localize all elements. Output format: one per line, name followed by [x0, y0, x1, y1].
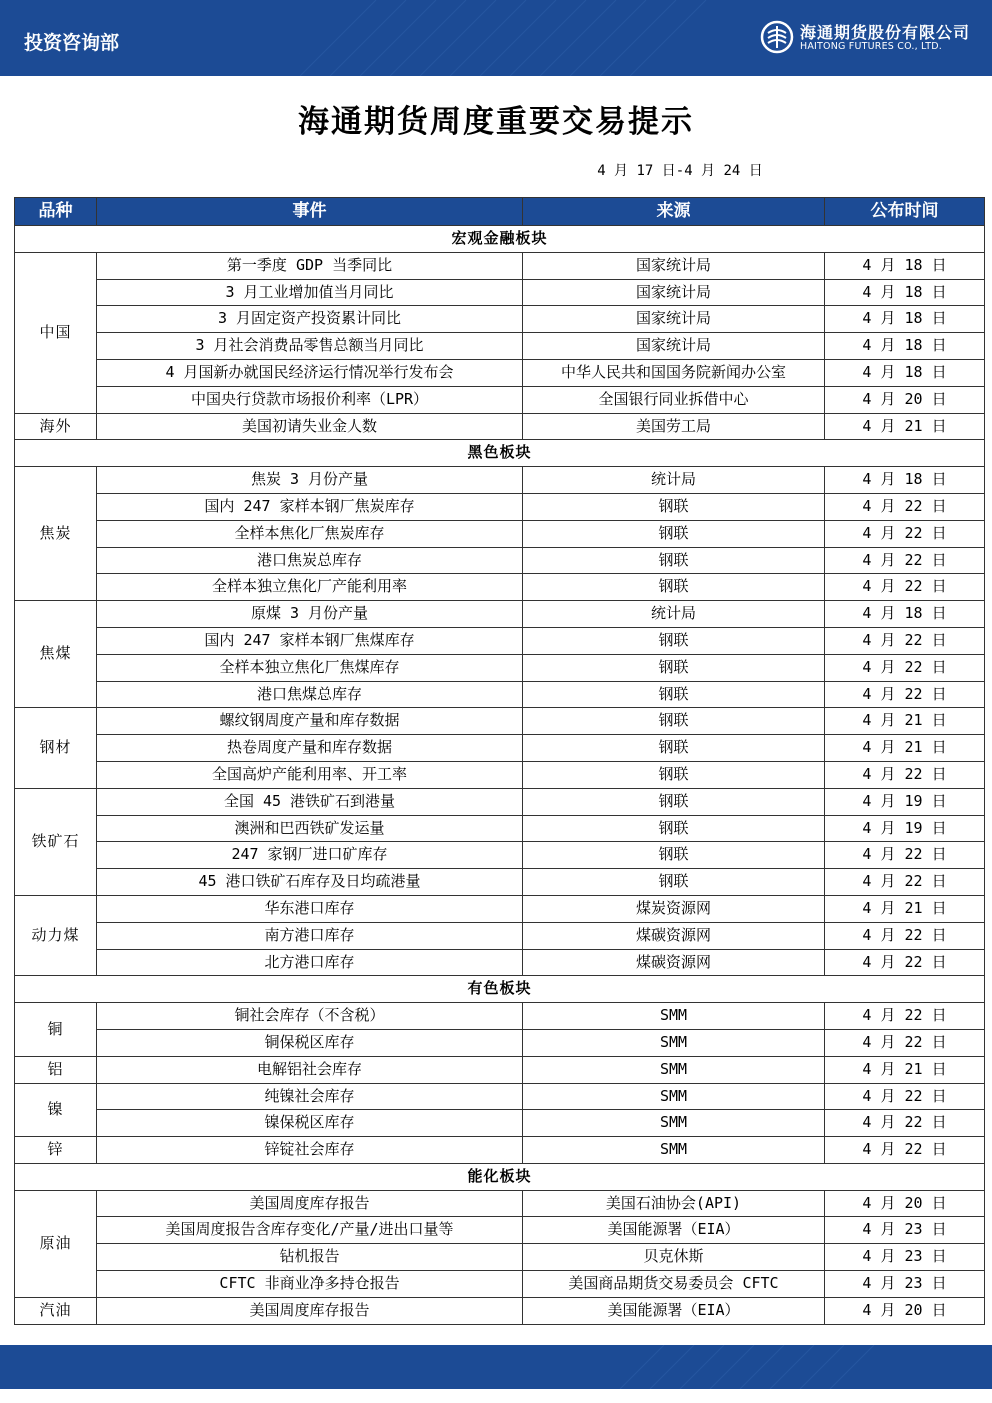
event-cell: 原煤 3 月份产量 — [97, 601, 523, 628]
event-cell: 港口焦煤总库存 — [97, 681, 523, 708]
section-row — [15, 440, 985, 467]
source-cell: 钢联 — [523, 574, 825, 601]
event-cell: 中国央行贷款市场报价利率（LPR） — [97, 386, 523, 413]
date-cell: 4 月 18 日 — [825, 359, 985, 386]
source-cell: 统计局 — [523, 601, 825, 628]
date-cell: 4 月 23 日 — [825, 1217, 985, 1244]
table-row — [15, 1003, 985, 1030]
date-cell: 4 月 21 日 — [825, 735, 985, 762]
event-cell: 铜保税区库存 — [97, 1029, 523, 1056]
event-cell: 锌锭社会库存 — [97, 1137, 523, 1164]
table-row — [15, 493, 985, 520]
source-cell: 钢联 — [523, 708, 825, 735]
section-title: 有色板块 — [15, 976, 985, 1003]
table-row — [15, 520, 985, 547]
source-cell: SMM — [523, 1003, 825, 1030]
company-logo — [760, 18, 971, 58]
date-cell: 4 月 22 日 — [825, 842, 985, 869]
date-cell: 4 月 18 日 — [825, 279, 985, 306]
company-name-cn: 海通期货股份有限公司 — [800, 23, 971, 42]
table-row — [15, 306, 985, 333]
table-row — [15, 413, 985, 440]
source-cell: 钢联 — [523, 788, 825, 815]
source-cell: 钢联 — [523, 869, 825, 896]
source-cell: 国家统计局 — [523, 333, 825, 360]
table-row — [15, 386, 985, 413]
date-cell: 4 月 21 日 — [825, 708, 985, 735]
table-body — [15, 226, 985, 1325]
source-cell: 美国劳工局 — [523, 413, 825, 440]
event-cell: 全样本焦化厂焦炭库存 — [97, 520, 523, 547]
event-cell: 北方港口库存 — [97, 949, 523, 976]
source-cell: 国家统计局 — [523, 279, 825, 306]
source-cell: 钢联 — [523, 815, 825, 842]
section-title: 黑色板块 — [15, 440, 985, 467]
date-cell: 4 月 21 日 — [825, 413, 985, 440]
table-row — [15, 842, 985, 869]
date-cell: 4 月 22 日 — [825, 1137, 985, 1164]
table-row — [15, 1244, 985, 1271]
table-row — [15, 547, 985, 574]
date-cell: 4 月 22 日 — [825, 493, 985, 520]
category-cell: 钢材 — [15, 708, 97, 788]
table-row — [15, 1190, 985, 1217]
source-cell: 全国银行同业拆借中心 — [523, 386, 825, 413]
source-cell: 钢联 — [523, 735, 825, 762]
date-cell: 4 月 22 日 — [825, 869, 985, 896]
source-cell: SMM — [523, 1137, 825, 1164]
event-cell: 247 家钢厂进口矿库存 — [97, 842, 523, 869]
event-cell: 美国周度报告含库存变化/产量/进出口量等 — [97, 1217, 523, 1244]
event-cell: 美国周度库存报告 — [97, 1297, 523, 1324]
events-table — [14, 197, 985, 1325]
date-cell: 4 月 18 日 — [825, 252, 985, 279]
source-cell: 钢联 — [523, 761, 825, 788]
event-cell: 钻机报告 — [97, 1244, 523, 1271]
event-cell: 纯镍社会库存 — [97, 1083, 523, 1110]
event-cell: 3 月固定资产投资累计同比 — [97, 306, 523, 333]
date-cell: 4 月 22 日 — [825, 574, 985, 601]
source-cell: 钢联 — [523, 681, 825, 708]
category-cell: 海外 — [15, 413, 97, 440]
event-cell: 焦炭 3 月份产量 — [97, 467, 523, 494]
category-cell: 汽油 — [15, 1297, 97, 1324]
source-cell: 贝克休斯 — [523, 1244, 825, 1271]
table-row — [15, 1056, 985, 1083]
event-cell: 螺纹钢周度产量和库存数据 — [97, 708, 523, 735]
date-range: 4 月 17 日-4 月 24 日 — [597, 163, 763, 179]
source-cell: 煤炭资源网 — [523, 895, 825, 922]
table-row — [15, 949, 985, 976]
event-cell: 美国初请失业金人数 — [97, 413, 523, 440]
source-cell: SMM — [523, 1110, 825, 1137]
source-cell: 中华人民共和国国务院新闻办公室 — [523, 359, 825, 386]
date-cell: 4 月 20 日 — [825, 1190, 985, 1217]
date-cell: 4 月 22 日 — [825, 547, 985, 574]
table-row — [15, 1137, 985, 1164]
date-cell: 4 月 22 日 — [825, 1110, 985, 1137]
event-cell: 4 月国新办就国民经济运行情况举行发布会 — [97, 359, 523, 386]
event-cell: CFTC 非商业净多持仓报告 — [97, 1271, 523, 1298]
event-cell: 华东港口库存 — [97, 895, 523, 922]
date-cell: 4 月 21 日 — [825, 1056, 985, 1083]
date-cell: 4 月 18 日 — [825, 467, 985, 494]
event-cell: 全国高炉产能利用率、开工率 — [97, 761, 523, 788]
event-cell: 美国周度库存报告 — [97, 1190, 523, 1217]
event-cell: 国内 247 家样本钢厂焦煤库存 — [97, 627, 523, 654]
source-cell: 钢联 — [523, 627, 825, 654]
table-row — [15, 761, 985, 788]
date-cell: 4 月 18 日 — [825, 306, 985, 333]
source-cell: 钢联 — [523, 842, 825, 869]
table-row — [15, 654, 985, 681]
date-cell: 4 月 18 日 — [825, 601, 985, 628]
table-row — [15, 895, 985, 922]
event-cell: 全样本独立焦化厂产能利用率 — [97, 574, 523, 601]
col-header-date: 公布时间 — [825, 198, 985, 226]
table-row — [15, 922, 985, 949]
event-cell: 3 月工业增加值当月同比 — [97, 279, 523, 306]
haitong-logo-icon — [760, 20, 794, 54]
date-cell: 4 月 22 日 — [825, 681, 985, 708]
event-cell: 澳洲和巴西铁矿发运量 — [97, 815, 523, 842]
table-row — [15, 1297, 985, 1324]
table-row — [15, 467, 985, 494]
date-cell: 4 月 22 日 — [825, 922, 985, 949]
category-cell: 动力煤 — [15, 895, 97, 975]
category-cell: 铁矿石 — [15, 788, 97, 895]
category-cell: 镍 — [15, 1083, 97, 1137]
source-cell: 煤碳资源网 — [523, 922, 825, 949]
source-cell: 钢联 — [523, 493, 825, 520]
event-cell: 南方港口库存 — [97, 922, 523, 949]
table-row — [15, 681, 985, 708]
table-row — [15, 1083, 985, 1110]
source-cell: 煤碳资源网 — [523, 949, 825, 976]
table-row — [15, 1271, 985, 1298]
event-cell: 第一季度 GDP 当季同比 — [97, 252, 523, 279]
table-row — [15, 708, 985, 735]
source-cell: 美国能源署（EIA） — [523, 1217, 825, 1244]
event-cell: 镍保税区库存 — [97, 1110, 523, 1137]
table-row — [15, 359, 985, 386]
date-cell: 4 月 22 日 — [825, 1029, 985, 1056]
company-name-en: HAITONG FUTURES CO., LTD. — [800, 41, 942, 52]
date-cell: 4 月 19 日 — [825, 788, 985, 815]
event-cell: 3 月社会消费品零售总额当月同比 — [97, 333, 523, 360]
source-cell: 美国石油协会(API) — [523, 1190, 825, 1217]
date-cell: 4 月 22 日 — [825, 761, 985, 788]
date-cell: 4 月 20 日 — [825, 386, 985, 413]
section-title: 宏观金融板块 — [15, 226, 985, 253]
col-header-source: 来源 — [523, 198, 825, 226]
table-row — [15, 815, 985, 842]
table-row — [15, 735, 985, 762]
category-cell: 铝 — [15, 1056, 97, 1083]
source-cell: 美国能源署（EIA） — [523, 1297, 825, 1324]
date-cell: 4 月 19 日 — [825, 815, 985, 842]
table-row — [15, 333, 985, 360]
date-cell: 4 月 22 日 — [825, 1083, 985, 1110]
section-row — [15, 1163, 985, 1190]
table-row — [15, 788, 985, 815]
date-cell: 4 月 21 日 — [825, 895, 985, 922]
date-cell: 4 月 22 日 — [825, 520, 985, 547]
source-cell: 钢联 — [523, 520, 825, 547]
date-cell: 4 月 23 日 — [825, 1271, 985, 1298]
date-cell: 4 月 23 日 — [825, 1244, 985, 1271]
event-cell: 全样本独立焦化厂焦煤库存 — [97, 654, 523, 681]
event-cell: 国内 247 家样本钢厂焦炭库存 — [97, 493, 523, 520]
date-cell: 4 月 18 日 — [825, 333, 985, 360]
source-cell: SMM — [523, 1029, 825, 1056]
table-row — [15, 1110, 985, 1137]
source-cell: SMM — [523, 1056, 825, 1083]
table-row — [15, 252, 985, 279]
category-cell: 焦煤 — [15, 601, 97, 708]
source-cell: 统计局 — [523, 467, 825, 494]
source-cell: 国家统计局 — [523, 252, 825, 279]
category-cell: 锌 — [15, 1137, 97, 1164]
table-row — [15, 1217, 985, 1244]
section-title: 能化板块 — [15, 1163, 985, 1190]
category-cell: 原油 — [15, 1190, 97, 1297]
event-cell: 电解铝社会库存 — [97, 1056, 523, 1083]
table-row — [15, 627, 985, 654]
section-row — [15, 976, 985, 1003]
source-cell: SMM — [523, 1083, 825, 1110]
table-row — [15, 1029, 985, 1056]
date-cell: 4 月 22 日 — [825, 654, 985, 681]
department-label: 投资咨询部 — [24, 32, 120, 54]
col-header-variety: 品种 — [15, 198, 97, 226]
page-title: 海通期货周度重要交易提示 — [298, 104, 694, 140]
table-row — [15, 869, 985, 896]
date-cell: 4 月 20 日 — [825, 1297, 985, 1324]
footer-bar — [0, 1345, 992, 1389]
table-row — [15, 279, 985, 306]
source-cell: 钢联 — [523, 654, 825, 681]
table-row — [15, 601, 985, 628]
col-header-event: 事件 — [97, 198, 523, 226]
header-bar — [0, 0, 992, 76]
event-cell: 铜社会库存（不含税） — [97, 1003, 523, 1030]
source-cell: 国家统计局 — [523, 306, 825, 333]
date-cell: 4 月 22 日 — [825, 627, 985, 654]
event-cell: 热卷周度产量和库存数据 — [97, 735, 523, 762]
category-cell: 焦炭 — [15, 467, 97, 601]
event-cell: 港口焦炭总库存 — [97, 547, 523, 574]
section-row — [15, 226, 985, 253]
date-cell: 4 月 22 日 — [825, 949, 985, 976]
event-cell: 全国 45 港铁矿石到港量 — [97, 788, 523, 815]
source-cell: 美国商品期货交易委员会 CFTC — [523, 1271, 825, 1298]
source-cell: 钢联 — [523, 547, 825, 574]
table-header-row — [15, 198, 985, 226]
table-row — [15, 574, 985, 601]
event-cell: 45 港口铁矿石库存及日均疏港量 — [97, 869, 523, 896]
date-cell: 4 月 22 日 — [825, 1003, 985, 1030]
category-cell: 铜 — [15, 1003, 97, 1057]
category-cell: 中国 — [15, 252, 97, 413]
